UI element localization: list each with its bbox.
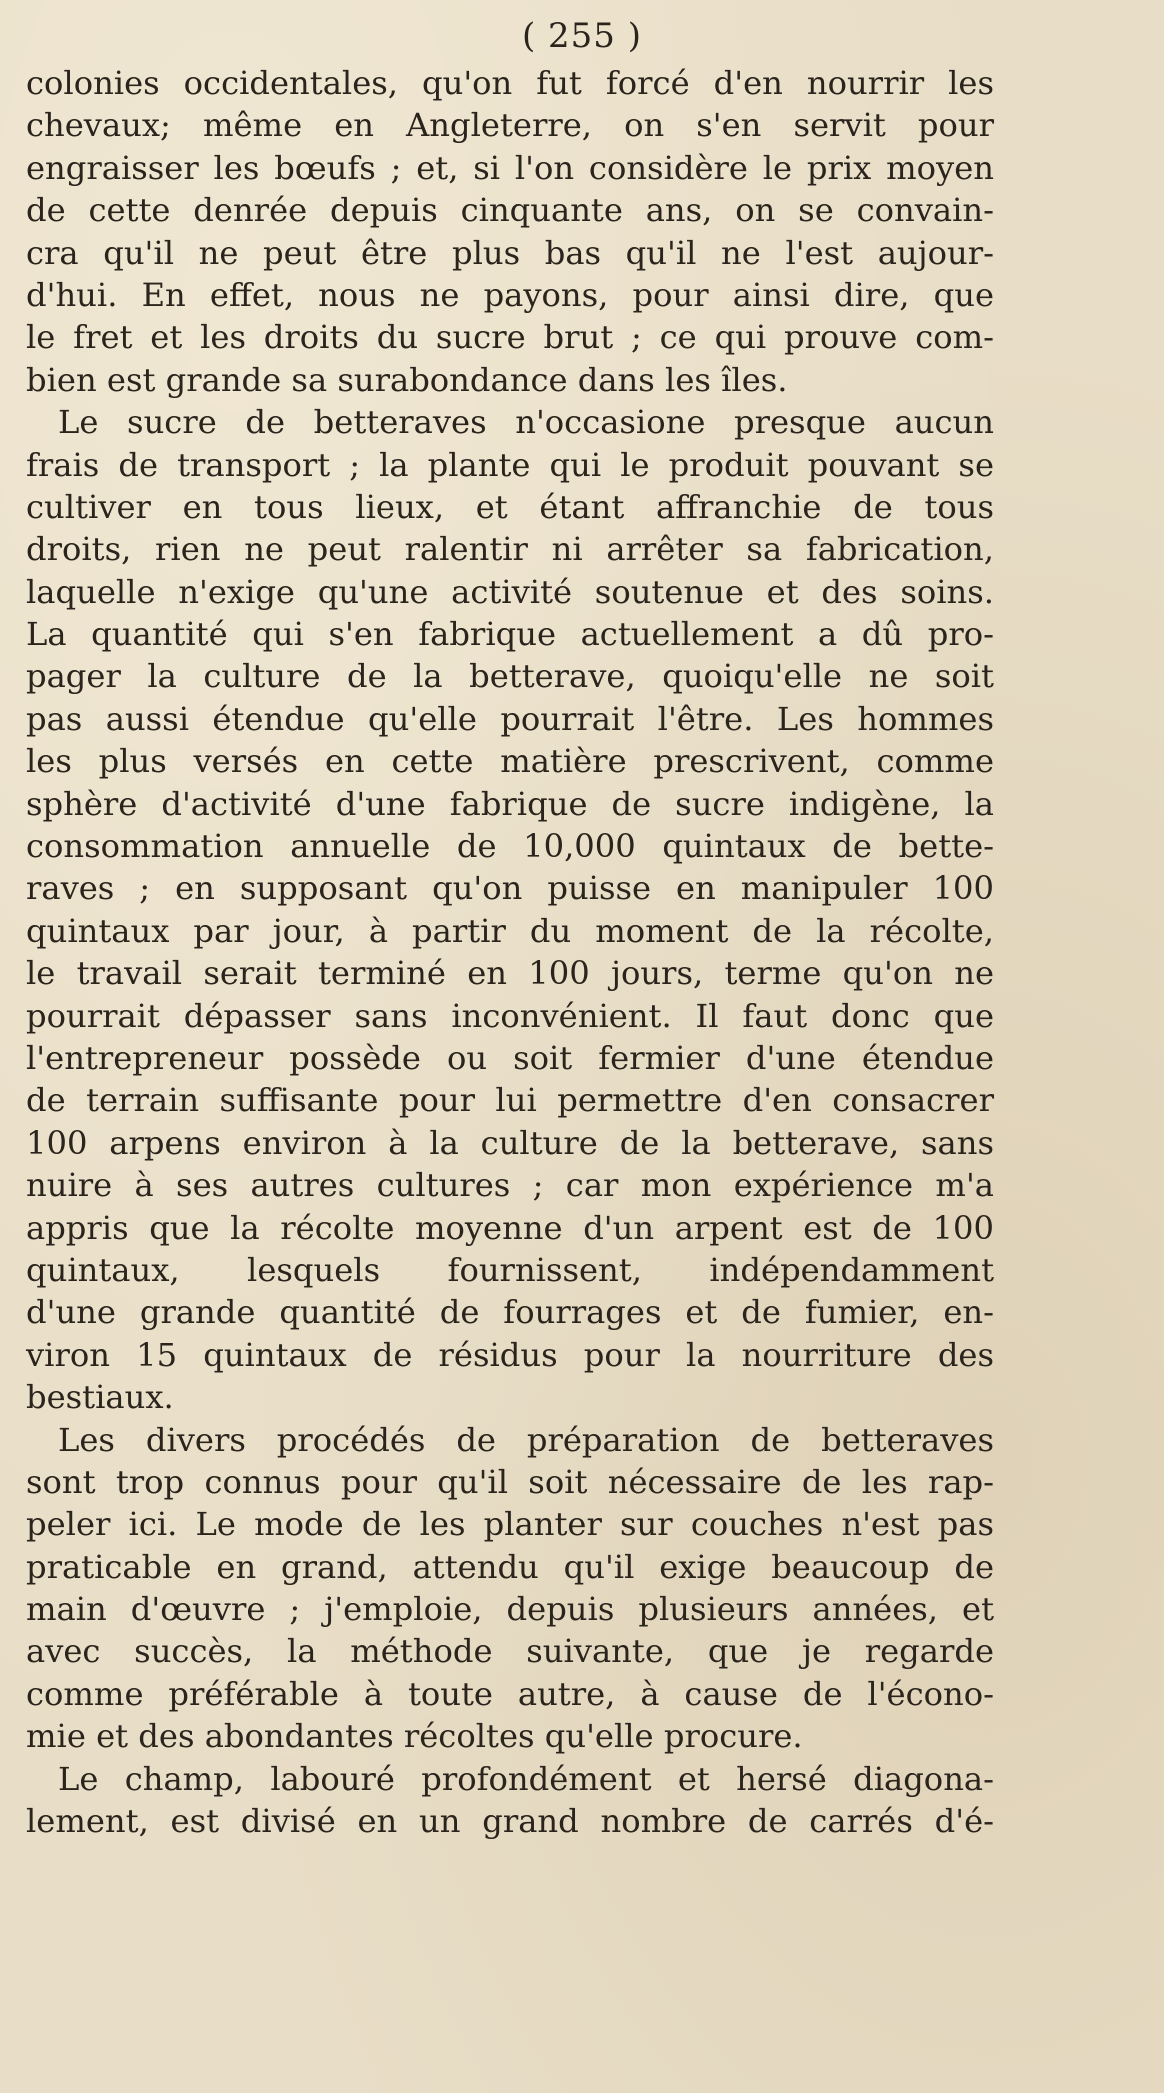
text-line: sphère d'activité d'une fabrique de sucre indigène, la <box>26 784 994 823</box>
text-line: lement, est divisé en un grand nombre de carrés d'é- <box>26 1802 994 1841</box>
text-line: avec succès, la méthode suivante, que je regarde <box>26 1632 994 1671</box>
text-line: La quantité qui s'en fabrique actuellement a dû pro- <box>26 615 994 654</box>
text-line: de cette denrée depuis cinquante ans, on se convain- <box>26 191 994 230</box>
text-line: frais de transport ; la plante qui le produit pouvant se <box>26 445 994 484</box>
text-line: cultiver en tous lieux, et étant affranchie de tous <box>26 487 994 526</box>
text-line: engraisser les bœufs ; et, si l'on considère le prix moyen <box>26 148 994 187</box>
paragraph <box>26 62 994 401</box>
text-line: nuire à ses autres cultures ; car mon expérience m'a <box>26 1166 994 1205</box>
text-line: quintaux, lesquels fournissent, indépendamment <box>26 1250 994 1289</box>
text-line: le fret et les droits du sucre brut ; ce qui prouve com- <box>26 318 994 357</box>
text-line: raves ; en supposant qu'on puisse en manipuler 100 <box>26 869 994 908</box>
text-line: droits, rien ne peut ralentir ni arrêter sa fabrication, <box>26 530 994 569</box>
body-text <box>26 62 994 1842</box>
text-line: colonies occidentales, qu'on fut forcé d'en nourrir les <box>26 64 994 102</box>
text-line: appris que la récolte moyenne d'un arpent est de 100 <box>26 1208 994 1247</box>
text-line: laquelle n'exige qu'une activité soutenue et des soins. <box>26 572 994 611</box>
text-line: viron 15 quintaux de résidus pour la nourriture des <box>26 1335 994 1374</box>
text-line: le travail serait terminé en 100 jours, terme qu'on ne <box>26 954 994 993</box>
paragraph <box>26 1758 994 1843</box>
text-line: Le sucre de betteraves n'occasione presque aucun <box>58 403 994 442</box>
text-line: peler ici. Le mode de les planter sur couches n'est pas <box>26 1505 994 1544</box>
text-line: praticable en grand, attendu qu'il exige beaucoup de <box>26 1547 994 1586</box>
text-line: pourrait dépasser sans inconvénient. Il faut donc que <box>26 996 994 1035</box>
text-line: sont trop connus pour qu'il soit nécessaire de les rap- <box>26 1462 994 1501</box>
text-line: quintaux par jour, à partir du moment de la récolte, <box>26 911 994 950</box>
text-line: chevaux; même en Angleterre, on s'en servit pour <box>26 106 994 145</box>
text-line: d'une grande quantité de fourrages et de fumier, en- <box>26 1293 994 1332</box>
text-line: pas aussi étendue qu'elle pourrait l'être. Les hommes <box>26 699 994 738</box>
text-line: comme préférable à toute autre, à cause de l'écono- <box>26 1674 994 1713</box>
text-line: de terrain suffisante pour lui permettre d'en consacrer <box>26 1081 994 1120</box>
paragraph <box>26 1419 994 1758</box>
text-line: Les divers procédés de préparation de betteraves <box>58 1420 994 1459</box>
page-number: ( 255 ) <box>521 16 643 56</box>
text-line: 100 arpens environ à la culture de la betterave, sans <box>26 1123 994 1162</box>
text-line: Le champ, labouré profondément et hersé diagona- <box>58 1759 994 1798</box>
text-line: bestiaux. <box>26 1378 174 1417</box>
text-line: d'hui. En effet, nous ne payons, pour ainsi dire, que <box>26 275 994 314</box>
text-line: bien est grande sa surabondance dans les îles. <box>26 360 788 399</box>
text-line: l'entrepreneur possède ou soit fermier d'une étendue <box>26 1038 994 1077</box>
text-line: pager la culture de la betterave, quoiqu'elle ne soit <box>26 657 994 696</box>
paragraph <box>26 401 994 1418</box>
text-line: consommation annuelle de 10,000 quintaux de bette- <box>26 827 994 866</box>
text-line: cra qu'il ne peut être plus bas qu'il ne l'est aujour- <box>26 233 994 272</box>
text-line: les plus versés en cette matière prescrivent, comme <box>26 742 994 781</box>
text-line: main d'œuvre ; j'emploie, depuis plusieurs années, et <box>26 1590 994 1629</box>
text-line: mie et des abondantes récoltes qu'elle procure. <box>26 1717 803 1756</box>
